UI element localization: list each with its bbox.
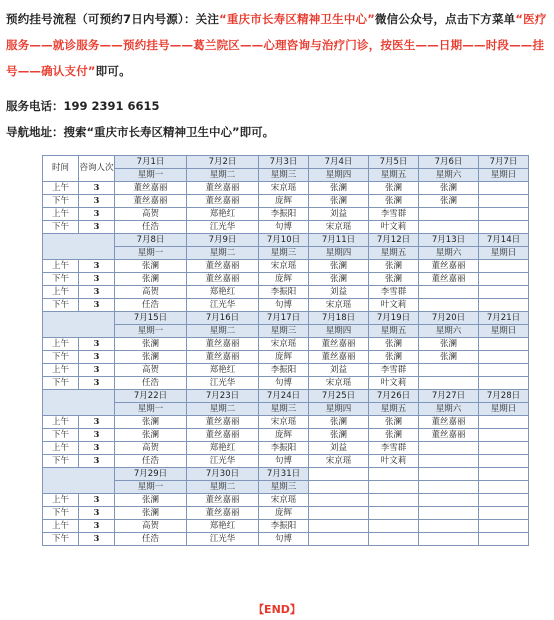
doctor-cell: 董丝嘉丽 <box>115 182 187 195</box>
weekday-cell: 星期二 <box>187 247 259 260</box>
date-cell: 7月21日 <box>479 312 529 325</box>
doctor-cell: 张澜 <box>309 195 369 208</box>
doctor-cell: 张澜 <box>115 260 187 273</box>
doctor-cell <box>419 442 479 455</box>
doctor-cell <box>479 273 529 286</box>
date-cell: 7月25日 <box>309 390 369 403</box>
weekday-row <box>43 325 529 338</box>
count-cell: 3 <box>79 338 115 351</box>
doctor-cell: 张澜 <box>369 416 419 429</box>
count-cell: 3 <box>79 520 115 533</box>
doctor-cell: 江光华 <box>187 377 259 390</box>
end-marker: 【END】 <box>253 603 301 616</box>
weekday-cell: 星期二 <box>187 169 259 182</box>
doctor-cell: 刘益 <box>309 286 369 299</box>
doctor-cell <box>479 338 529 351</box>
weekday-row <box>43 247 529 260</box>
count-cell: 3 <box>79 364 115 377</box>
doctor-cell: 李振阳 <box>259 520 309 533</box>
doctor-cell: 董丝嘉丽 <box>115 195 187 208</box>
date-cell: 7月5日 <box>369 156 419 169</box>
doctor-cell: 宋京瑶 <box>309 299 369 312</box>
doctor-cell: 叶文莉 <box>369 455 419 468</box>
table-row <box>43 520 529 533</box>
period-cell: 下午 <box>43 455 79 468</box>
date-cell: 7月8日 <box>115 234 187 247</box>
doctor-cell: 叶文莉 <box>369 377 419 390</box>
doctor-cell: 任浩 <box>115 299 187 312</box>
doctor-cell <box>479 455 529 468</box>
table-row <box>43 260 529 273</box>
doctor-cell: 宋京瑶 <box>259 338 309 351</box>
spacer-cell <box>43 234 115 260</box>
weekday-cell: 星期四 <box>309 169 369 182</box>
doctor-cell: 董丝嘉丽 <box>187 338 259 351</box>
doctor-cell <box>419 377 479 390</box>
date-cell <box>419 468 479 481</box>
weekday-cell: 星期四 <box>309 247 369 260</box>
intro-prefix: 预约挂号流程（可预约7日内号源）：关注 <box>6 12 220 26</box>
doctor-cell <box>419 286 479 299</box>
period-cell: 上午 <box>43 494 79 507</box>
weekday-cell: 星期五 <box>369 169 419 182</box>
doctor-cell: 郑艳红 <box>187 286 259 299</box>
doctor-cell: 郑艳红 <box>187 208 259 221</box>
date-row <box>43 156 529 169</box>
date-cell: 7月12日 <box>369 234 419 247</box>
doctor-cell <box>479 351 529 364</box>
table-row <box>43 221 529 234</box>
doctor-cell: 张澜 <box>369 260 419 273</box>
doctor-cell: 张澜 <box>369 429 419 442</box>
doctor-cell: 张澜 <box>115 507 187 520</box>
doctor-cell: 董丝嘉丽 <box>309 338 369 351</box>
doctor-cell: 董丝嘉丽 <box>419 429 479 442</box>
doctor-cell: 董丝嘉丽 <box>187 195 259 208</box>
count-cell: 3 <box>79 442 115 455</box>
header-time: 时间 <box>43 156 79 182</box>
doctor-cell: 李振阳 <box>259 208 309 221</box>
doctor-cell: 庞辉 <box>259 351 309 364</box>
doctor-cell <box>479 494 529 507</box>
doctor-cell: 张澜 <box>419 182 479 195</box>
table-row <box>43 351 529 364</box>
table-row <box>43 416 529 429</box>
menu-path: “医疗服务——就诊服务——预约挂号——葛兰院区——心理咨询与治疗门诊，按医生——日期——时段——挂号——确认支付” <box>6 12 547 78</box>
doctor-cell <box>479 182 529 195</box>
table-row <box>43 442 529 455</box>
period-cell: 上午 <box>43 364 79 377</box>
weekday-cell: 星期日 <box>479 247 529 260</box>
doctor-cell: 高贺 <box>115 520 187 533</box>
weekday-cell: 星期一 <box>115 325 187 338</box>
weekday-cell: 星期一 <box>115 169 187 182</box>
date-cell: 7月1日 <box>115 156 187 169</box>
table-row <box>43 299 529 312</box>
weekday-cell: 星期一 <box>115 403 187 416</box>
doctor-cell: 张澜 <box>309 273 369 286</box>
count-cell: 3 <box>79 221 115 234</box>
date-cell: 7月20日 <box>419 312 479 325</box>
doctor-cell: 庞辉 <box>259 429 309 442</box>
service-phone: 服务电话：199 2391 6615 <box>6 99 160 113</box>
doctor-cell: 张澜 <box>369 351 419 364</box>
doctor-cell: 庞辉 <box>259 507 309 520</box>
doctor-cell <box>479 377 529 390</box>
weekday-cell: 星期二 <box>187 481 259 494</box>
count-cell: 3 <box>79 182 115 195</box>
registration-instructions <box>6 6 550 84</box>
period-cell: 上午 <box>43 260 79 273</box>
doctor-cell <box>419 494 479 507</box>
date-cell <box>369 468 419 481</box>
period-cell: 下午 <box>43 429 79 442</box>
wechat-account-name: “重庆市长寿区精神卫生中心” <box>219 12 375 26</box>
weekday-cell <box>479 481 529 494</box>
period-cell: 上午 <box>43 520 79 533</box>
table-row <box>43 338 529 351</box>
date-cell: 7月4日 <box>309 156 369 169</box>
period-cell: 下午 <box>43 195 79 208</box>
doctor-cell: 董丝嘉丽 <box>187 260 259 273</box>
table-row <box>43 182 529 195</box>
doctor-cell <box>479 221 529 234</box>
header-count: 咨询人次 <box>79 156 115 182</box>
doctor-cell <box>369 520 419 533</box>
doctor-cell: 董丝嘉丽 <box>187 507 259 520</box>
doctor-cell: 郑艳红 <box>187 364 259 377</box>
doctor-cell: 张澜 <box>309 182 369 195</box>
weekday-cell <box>369 481 419 494</box>
date-row <box>43 390 529 403</box>
weekday-cell: 星期三 <box>259 247 309 260</box>
weekday-cell: 星期日 <box>479 325 529 338</box>
doctor-cell <box>479 299 529 312</box>
doctor-cell: 张澜 <box>115 338 187 351</box>
weekday-row <box>43 403 529 416</box>
weekday-cell: 星期日 <box>479 403 529 416</box>
count-cell: 3 <box>79 273 115 286</box>
doctor-cell: 句博 <box>259 221 309 234</box>
doctor-cell: 李振阳 <box>259 286 309 299</box>
date-row <box>43 468 529 481</box>
doctor-cell: 李振阳 <box>259 364 309 377</box>
date-row <box>43 312 529 325</box>
weekday-cell: 星期一 <box>115 247 187 260</box>
weekday-cell <box>309 481 369 494</box>
table-row <box>43 507 529 520</box>
doctor-cell <box>479 520 529 533</box>
table-row <box>43 273 529 286</box>
count-cell: 3 <box>79 351 115 364</box>
weekday-cell: 星期六 <box>419 403 479 416</box>
weekday-cell: 星期三 <box>259 481 309 494</box>
period-cell: 下午 <box>43 507 79 520</box>
weekday-row <box>43 481 529 494</box>
doctor-cell: 张澜 <box>419 338 479 351</box>
table-row <box>43 377 529 390</box>
doctor-cell: 宋京瑶 <box>309 455 369 468</box>
date-cell: 7月10日 <box>259 234 309 247</box>
doctor-cell <box>419 533 479 546</box>
period-cell: 下午 <box>43 351 79 364</box>
doctor-cell: 刘益 <box>309 442 369 455</box>
weekday-cell: 星期六 <box>419 325 479 338</box>
doctor-cell: 张澜 <box>115 416 187 429</box>
table-row <box>43 494 529 507</box>
date-cell: 7月31日 <box>259 468 309 481</box>
period-cell: 上午 <box>43 416 79 429</box>
navigation-address: 导航地址：搜索“重庆市长寿区精神卫生中心”即可。 <box>6 125 275 139</box>
doctor-cell: 宋京瑶 <box>309 377 369 390</box>
doctor-cell: 董丝嘉丽 <box>187 182 259 195</box>
doctor-cell: 张澜 <box>369 182 419 195</box>
schedule-table-container <box>42 155 521 546</box>
weekday-cell: 星期五 <box>369 403 419 416</box>
table-row <box>43 195 529 208</box>
doctor-cell: 宋京瑶 <box>259 494 309 507</box>
count-cell: 3 <box>79 208 115 221</box>
doctor-cell <box>309 507 369 520</box>
date-cell: 7月14日 <box>479 234 529 247</box>
table-row <box>43 533 529 546</box>
doctor-cell: 庞辉 <box>259 195 309 208</box>
doctor-cell: 句博 <box>259 299 309 312</box>
doctor-cell <box>479 260 529 273</box>
doctor-cell: 李雪群 <box>369 364 419 377</box>
schedule-table <box>42 155 529 546</box>
doctor-cell: 董丝嘉丽 <box>187 429 259 442</box>
table-row <box>43 208 529 221</box>
doctor-cell: 句博 <box>259 455 309 468</box>
period-cell: 下午 <box>43 377 79 390</box>
count-cell: 3 <box>79 429 115 442</box>
doctor-cell: 董丝嘉丽 <box>187 273 259 286</box>
doctor-cell: 叶文莉 <box>369 221 419 234</box>
weekday-cell: 星期四 <box>309 403 369 416</box>
date-cell: 7月28日 <box>479 390 529 403</box>
date-cell: 7月3日 <box>259 156 309 169</box>
doctor-cell: 刘益 <box>309 364 369 377</box>
doctor-cell: 董丝嘉丽 <box>187 494 259 507</box>
date-row <box>43 234 529 247</box>
doctor-cell: 江光华 <box>187 299 259 312</box>
doctor-cell <box>479 286 529 299</box>
table-row <box>43 429 529 442</box>
weekday-cell: 星期四 <box>309 325 369 338</box>
doctor-cell: 张澜 <box>115 429 187 442</box>
doctor-cell: 江光华 <box>187 533 259 546</box>
date-cell: 7月15日 <box>115 312 187 325</box>
date-cell: 7月2日 <box>187 156 259 169</box>
weekday-cell: 星期三 <box>259 403 309 416</box>
date-cell: 7月30日 <box>187 468 259 481</box>
date-cell: 7月6日 <box>419 156 479 169</box>
date-cell: 7月23日 <box>187 390 259 403</box>
doctor-cell: 张澜 <box>419 195 479 208</box>
doctor-cell: 张澜 <box>419 351 479 364</box>
doctor-cell: 张澜 <box>309 429 369 442</box>
spacer-cell <box>43 312 115 338</box>
doctor-cell: 李雪群 <box>369 208 419 221</box>
weekday-cell: 星期三 <box>259 325 309 338</box>
doctor-cell <box>369 533 419 546</box>
doctor-cell <box>479 364 529 377</box>
period-cell: 下午 <box>43 273 79 286</box>
date-cell: 7月27日 <box>419 390 479 403</box>
date-cell: 7月22日 <box>115 390 187 403</box>
weekday-cell: 星期三 <box>259 169 309 182</box>
doctor-cell: 任浩 <box>115 455 187 468</box>
doctor-cell: 董丝嘉丽 <box>419 416 479 429</box>
table-row <box>43 286 529 299</box>
spacer-cell <box>43 390 115 416</box>
count-cell: 3 <box>79 299 115 312</box>
count-cell: 3 <box>79 260 115 273</box>
doctor-cell: 宋京瑶 <box>309 221 369 234</box>
period-cell: 下午 <box>43 299 79 312</box>
doctor-cell: 高贺 <box>115 286 187 299</box>
intro-suffix: 即可。 <box>95 64 131 78</box>
doctor-cell <box>369 494 419 507</box>
period-cell: 上午 <box>43 182 79 195</box>
doctor-cell <box>419 455 479 468</box>
weekday-row <box>43 169 529 182</box>
doctor-cell: 李振阳 <box>259 442 309 455</box>
doctor-cell: 张澜 <box>369 195 419 208</box>
doctor-cell: 句博 <box>259 533 309 546</box>
doctor-cell: 董丝嘉丽 <box>419 273 479 286</box>
weekday-cell: 星期五 <box>369 247 419 260</box>
doctor-cell: 高贺 <box>115 208 187 221</box>
count-cell: 3 <box>79 455 115 468</box>
doctor-cell <box>309 494 369 507</box>
doctor-cell: 张澜 <box>309 416 369 429</box>
date-cell: 7月29日 <box>115 468 187 481</box>
doctor-cell: 叶文莉 <box>369 299 419 312</box>
weekday-cell: 星期五 <box>369 325 419 338</box>
doctor-cell <box>479 195 529 208</box>
count-cell: 3 <box>79 416 115 429</box>
date-cell <box>309 468 369 481</box>
weekday-cell: 星期二 <box>187 325 259 338</box>
count-cell: 3 <box>79 377 115 390</box>
count-cell: 3 <box>79 286 115 299</box>
doctor-cell: 郑艳红 <box>187 442 259 455</box>
period-cell: 下午 <box>43 533 79 546</box>
doctor-cell: 任浩 <box>115 533 187 546</box>
date-cell: 7月18日 <box>309 312 369 325</box>
doctor-cell: 李雪群 <box>369 286 419 299</box>
date-cell: 7月17日 <box>259 312 309 325</box>
doctor-cell <box>479 507 529 520</box>
spacer-cell <box>43 468 115 494</box>
count-cell: 3 <box>79 494 115 507</box>
weekday-cell <box>419 481 479 494</box>
doctor-cell: 董丝嘉丽 <box>309 351 369 364</box>
doctor-cell: 高贺 <box>115 364 187 377</box>
weekday-cell: 星期日 <box>479 169 529 182</box>
date-cell: 7月7日 <box>479 156 529 169</box>
period-cell: 上午 <box>43 208 79 221</box>
count-cell: 3 <box>79 195 115 208</box>
date-cell: 7月11日 <box>309 234 369 247</box>
doctor-cell <box>419 520 479 533</box>
doctor-cell: 郑艳红 <box>187 520 259 533</box>
doctor-cell <box>479 208 529 221</box>
doctor-cell <box>479 429 529 442</box>
doctor-cell <box>479 442 529 455</box>
doctor-cell: 高贺 <box>115 442 187 455</box>
doctor-cell <box>419 208 479 221</box>
date-cell: 7月9日 <box>187 234 259 247</box>
doctor-cell: 江光华 <box>187 221 259 234</box>
doctor-cell <box>479 533 529 546</box>
doctor-cell: 任浩 <box>115 377 187 390</box>
weekday-cell: 星期一 <box>115 481 187 494</box>
weekday-cell: 星期六 <box>419 169 479 182</box>
doctor-cell <box>419 299 479 312</box>
doctor-cell: 刘益 <box>309 208 369 221</box>
doctor-cell <box>309 533 369 546</box>
doctor-cell <box>419 221 479 234</box>
doctor-cell <box>369 507 419 520</box>
doctor-cell: 任浩 <box>115 221 187 234</box>
date-cell <box>479 468 529 481</box>
date-cell: 7月26日 <box>369 390 419 403</box>
doctor-cell: 张澜 <box>115 351 187 364</box>
table-row <box>43 455 529 468</box>
doctor-cell <box>419 507 479 520</box>
weekday-cell: 星期二 <box>187 403 259 416</box>
doctor-cell: 董丝嘉丽 <box>419 260 479 273</box>
doctor-cell: 庞辉 <box>259 273 309 286</box>
doctor-cell: 李雪群 <box>369 442 419 455</box>
date-cell: 7月13日 <box>419 234 479 247</box>
doctor-cell: 江光华 <box>187 455 259 468</box>
period-cell: 上午 <box>43 338 79 351</box>
date-cell: 7月19日 <box>369 312 419 325</box>
doctor-cell: 张澜 <box>369 273 419 286</box>
doctor-cell <box>479 416 529 429</box>
period-cell: 上午 <box>43 442 79 455</box>
doctor-cell: 句博 <box>259 377 309 390</box>
doctor-cell: 董丝嘉丽 <box>187 416 259 429</box>
doctor-cell: 张澜 <box>369 338 419 351</box>
period-cell: 上午 <box>43 286 79 299</box>
doctor-cell: 宋京瑶 <box>259 260 309 273</box>
doctor-cell: 张澜 <box>115 494 187 507</box>
doctor-cell: 张澜 <box>309 260 369 273</box>
weekday-cell: 星期六 <box>419 247 479 260</box>
doctor-cell: 张澜 <box>115 273 187 286</box>
date-cell: 7月16日 <box>187 312 259 325</box>
doctor-cell: 宋京瑶 <box>259 416 309 429</box>
doctor-cell <box>419 364 479 377</box>
count-cell: 3 <box>79 533 115 546</box>
intro-middle: 微信公众号，点击下方菜单 <box>374 12 516 26</box>
doctor-cell: 董丝嘉丽 <box>187 351 259 364</box>
table-row <box>43 364 529 377</box>
period-cell: 下午 <box>43 221 79 234</box>
count-cell: 3 <box>79 507 115 520</box>
doctor-cell: 宋京瑶 <box>259 182 309 195</box>
date-cell: 7月24日 <box>259 390 309 403</box>
doctor-cell <box>309 520 369 533</box>
